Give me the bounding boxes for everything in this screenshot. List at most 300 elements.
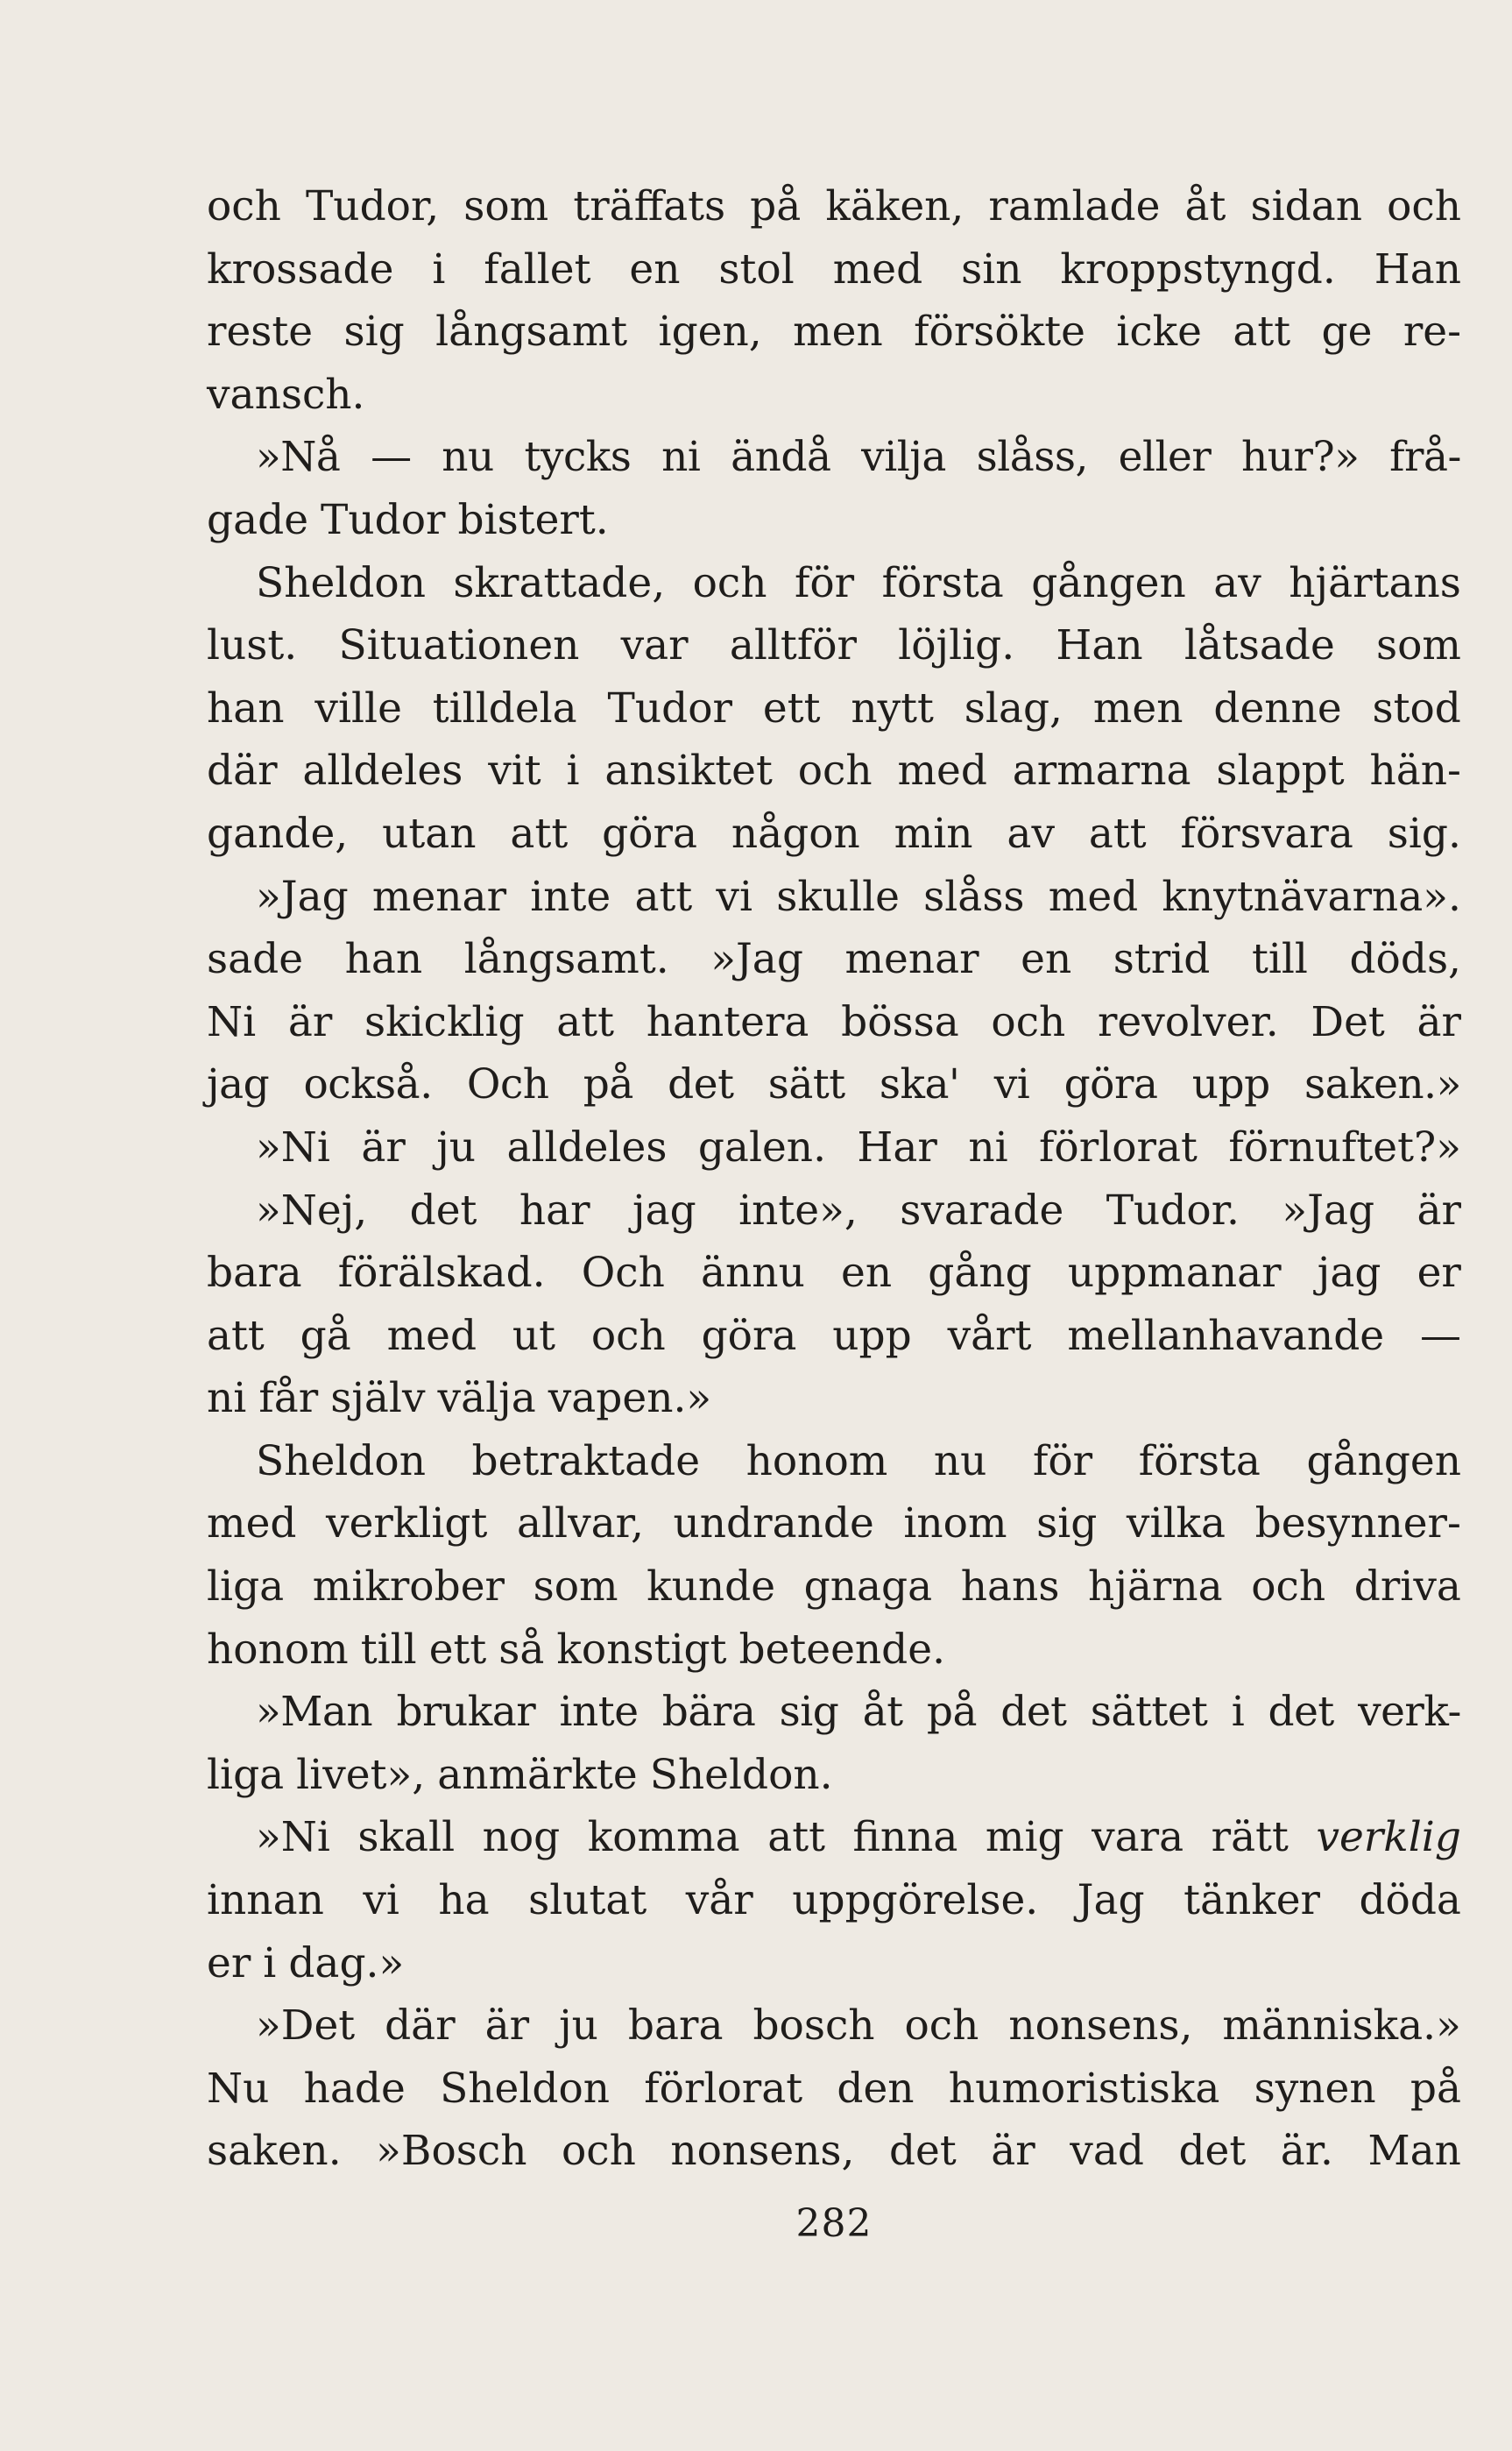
word: honom	[745, 1436, 888, 1485]
text-line	[207, 364, 1461, 427]
word: inom	[903, 1499, 1007, 1548]
word: vit	[488, 747, 541, 796]
word: tycks	[524, 433, 632, 482]
word: åt	[1184, 182, 1226, 230]
word: vilja	[861, 433, 946, 482]
word: ett	[762, 684, 821, 733]
word: Tudor,	[305, 182, 440, 230]
word: slag,	[964, 684, 1063, 733]
word: första	[881, 558, 1004, 607]
word: att	[510, 809, 569, 858]
word: betraktade	[471, 1436, 701, 1485]
word: det	[1000, 1688, 1067, 1737]
word: en	[1021, 935, 1072, 984]
word: jag	[207, 1060, 270, 1109]
word: på	[1410, 2064, 1461, 2113]
word: mellanhavande	[1067, 1311, 1385, 1360]
word: förlorat	[1039, 1123, 1198, 1172]
word: frå-	[1389, 433, 1461, 482]
word: första	[1138, 1436, 1261, 1485]
text-line	[207, 1994, 1461, 2058]
word: nu	[442, 433, 494, 482]
word: gå	[300, 1311, 351, 1360]
word: uppgörelse.	[792, 1876, 1039, 1925]
text-line	[207, 2058, 1461, 2121]
word: av	[1213, 558, 1261, 607]
word: ha	[438, 1876, 490, 1925]
word: mikrober	[312, 1562, 505, 1612]
word: och	[1387, 182, 1461, 230]
word: som	[463, 182, 549, 230]
word: »Nå	[256, 433, 341, 482]
word: gande,	[207, 809, 349, 858]
word: krossade	[207, 244, 394, 294]
word: komma	[587, 1813, 740, 1862]
word: hur?»	[1240, 433, 1360, 482]
word: träffats	[573, 182, 726, 230]
word: med	[386, 1311, 477, 1360]
word: slutat	[528, 1876, 647, 1925]
word: fallet	[484, 244, 591, 294]
text-line	[207, 301, 1461, 364]
word: att	[556, 997, 615, 1046]
word: ju	[436, 1123, 477, 1172]
word: uppmanar	[1067, 1249, 1282, 1298]
text-line	[207, 1744, 1461, 1807]
word: inte	[530, 872, 611, 921]
word: göra	[602, 809, 697, 858]
word: och	[797, 747, 873, 796]
word: ju	[559, 2001, 598, 2051]
word: det	[409, 1186, 477, 1235]
word: dag.»	[288, 1938, 405, 1987]
word: och	[590, 1311, 666, 1360]
word: »Det	[256, 2001, 356, 2051]
word: slåss	[923, 872, 1025, 921]
word: er	[1417, 1249, 1461, 1298]
word: Nu	[207, 2064, 270, 2113]
word: mig	[985, 1813, 1064, 1862]
word: gnaga	[803, 1562, 933, 1612]
word: gången	[1306, 1436, 1461, 1485]
word: skrattade,	[453, 558, 666, 607]
word: slåss,	[976, 433, 1088, 482]
word: ramlade	[988, 182, 1161, 230]
word: långsamt	[435, 308, 628, 357]
word: vi	[363, 1876, 399, 1925]
word: finna	[852, 1813, 958, 1862]
text-line	[207, 1305, 1461, 1368]
word: menar	[371, 872, 507, 921]
word: också.	[303, 1060, 433, 1109]
word: humoristiska	[948, 2064, 1220, 2113]
page-number: 282	[795, 2201, 873, 2246]
word: konstigt	[556, 1625, 727, 1674]
word: är	[287, 997, 333, 1046]
word: i	[263, 1938, 277, 1987]
word: försökte	[914, 308, 1085, 357]
word: strid	[1113, 935, 1211, 984]
word: göra	[701, 1311, 797, 1360]
text-line	[207, 426, 1461, 489]
word: icke	[1116, 308, 1202, 357]
word: —	[1419, 1311, 1461, 1360]
word: så	[498, 1625, 545, 1674]
word: förlorat	[644, 2064, 803, 2113]
text-line	[207, 1932, 1461, 1995]
word: synen	[1254, 2064, 1376, 2113]
word: ville	[314, 684, 402, 733]
word: är	[361, 1123, 406, 1172]
word: anmärkte	[437, 1750, 638, 1799]
text-line	[207, 928, 1461, 991]
word: re-	[1402, 308, 1461, 357]
word: sade	[207, 935, 304, 984]
word: vad	[1070, 2127, 1144, 2176]
word: Han	[1056, 621, 1143, 670]
word: upp	[832, 1311, 912, 1360]
word: liga	[207, 1562, 285, 1612]
word: Tudor	[607, 684, 733, 733]
word: Det	[1311, 997, 1385, 1046]
word: Sheldon.	[649, 1750, 833, 1799]
text-line	[207, 1242, 1461, 1305]
text-line	[207, 1555, 1461, 1619]
word: i	[566, 747, 580, 796]
word: alldeles	[506, 1123, 668, 1172]
word: sig	[779, 1688, 839, 1737]
word: med	[207, 1499, 297, 1548]
word: välja	[437, 1374, 536, 1423]
word: skall	[357, 1813, 456, 1862]
word: löjlig.	[898, 621, 1015, 670]
word: reste	[207, 308, 314, 357]
word: jag	[632, 1186, 696, 1235]
word: vilka	[1126, 1499, 1226, 1548]
word: som	[1376, 621, 1461, 670]
word: gade	[207, 495, 309, 544]
word: sätt	[767, 1060, 845, 1109]
word: av	[1007, 809, 1055, 858]
word: inte	[559, 1688, 639, 1737]
word: sättet	[1090, 1688, 1208, 1737]
word: verkligt	[326, 1499, 488, 1548]
word: ni	[207, 1374, 247, 1423]
word: stod	[1372, 684, 1461, 733]
word: är.	[1280, 2127, 1333, 2176]
word: den	[837, 2064, 915, 2113]
text-line	[207, 614, 1461, 677]
word: hade	[303, 2064, 406, 2113]
word: min	[894, 809, 973, 858]
word: menar	[844, 935, 979, 984]
word: hän-	[1369, 747, 1461, 796]
word: människa.»	[1222, 2001, 1461, 2051]
word: stol	[718, 244, 795, 294]
text-line	[207, 803, 1461, 866]
word: armarna	[1012, 747, 1191, 796]
word: slappt	[1216, 747, 1345, 796]
book-page	[207, 0, 1461, 2451]
text-line	[207, 1492, 1461, 1555]
word: »Jag	[1282, 1186, 1375, 1235]
word: käken,	[825, 182, 964, 230]
word: han	[207, 684, 285, 733]
word: Man	[1367, 2127, 1461, 2176]
word: revolver.	[1097, 997, 1279, 1046]
word: beteende.	[738, 1625, 946, 1674]
word: till	[360, 1625, 417, 1674]
word: hans	[960, 1562, 1060, 1612]
text-line	[207, 1681, 1461, 1744]
word: på	[583, 1060, 633, 1109]
word: för	[1032, 1436, 1093, 1485]
word: åt	[862, 1688, 903, 1737]
word: i	[432, 244, 446, 294]
word: undrande	[673, 1499, 874, 1548]
word: får	[258, 1374, 319, 1423]
word: innan	[207, 1876, 324, 1925]
word: verk-	[1358, 1688, 1461, 1737]
word: låtsade	[1183, 621, 1335, 670]
word: sig.	[1387, 809, 1461, 858]
word: tilldela	[432, 684, 577, 733]
word: ni	[661, 433, 701, 482]
text-line	[207, 552, 1461, 615]
word: kroppstyngd.	[1060, 244, 1336, 294]
word: kunde	[646, 1562, 776, 1612]
word: Tudor	[321, 495, 446, 544]
word: Han	[1374, 244, 1461, 294]
word: att	[1088, 809, 1147, 858]
word: liga	[207, 1750, 285, 1799]
word: är	[991, 2127, 1035, 2176]
word: döda	[1359, 1876, 1461, 1925]
text-line	[207, 1116, 1461, 1179]
text-line	[207, 740, 1461, 803]
word: eller	[1118, 433, 1212, 482]
word: till	[1251, 935, 1308, 984]
word: Har	[857, 1123, 937, 1172]
word: »Man	[256, 1688, 373, 1737]
word: »Jag	[710, 935, 803, 984]
word: har	[519, 1186, 590, 1235]
text-line	[207, 1179, 1461, 1243]
word: med	[1048, 872, 1139, 921]
word: är	[1417, 1186, 1461, 1235]
word: alltför	[729, 621, 857, 670]
word: »Jag	[256, 872, 349, 921]
word: galen.	[697, 1123, 827, 1172]
word: vår	[685, 1876, 753, 1925]
word: ändå	[731, 433, 831, 482]
word: att	[1233, 308, 1291, 357]
word: nytt	[851, 684, 934, 733]
word: Sheldon	[256, 558, 426, 607]
word: besynner-	[1254, 1499, 1461, 1548]
word: att	[767, 1813, 825, 1862]
word: bara	[627, 2001, 724, 2051]
word: er	[207, 1938, 251, 1987]
word: honom	[207, 1625, 349, 1674]
word: jag	[1317, 1249, 1381, 1298]
word: någon	[731, 809, 860, 858]
word: bara	[207, 1249, 302, 1298]
text-line	[207, 1053, 1461, 1116]
word: svarade	[900, 1186, 1064, 1235]
word: driva	[1353, 1562, 1461, 1612]
word: nonsens,	[670, 2127, 855, 2176]
word: lust.	[207, 621, 298, 670]
word: och	[561, 2127, 636, 2176]
word: utan	[382, 809, 477, 858]
word: med	[832, 244, 923, 294]
word: igen,	[658, 308, 762, 357]
word: rätt	[1211, 1813, 1289, 1862]
word: Ni	[207, 997, 257, 1046]
word: hjärtans	[1289, 558, 1461, 607]
word: men	[1092, 684, 1183, 733]
word: och	[991, 997, 1066, 1046]
word: ni	[968, 1123, 1008, 1172]
text-line	[207, 489, 1461, 552]
word: vårt	[947, 1311, 1032, 1360]
word: verklig	[1316, 1813, 1461, 1862]
word: upp	[1191, 1060, 1270, 1109]
word: sig	[1036, 1499, 1098, 1548]
word: nonsens,	[1008, 2001, 1193, 2051]
word: allvar,	[516, 1499, 644, 1548]
word: skicklig	[364, 997, 525, 1046]
word: och	[692, 558, 767, 607]
word: det	[888, 2127, 957, 2176]
word: på	[926, 1688, 977, 1737]
word: bära	[661, 1688, 756, 1737]
body-text	[207, 175, 1461, 2183]
word: bosch	[752, 2001, 875, 2051]
word: där	[385, 2001, 456, 2051]
word: Och	[466, 1060, 549, 1109]
word: gången	[1031, 558, 1186, 607]
word: en	[841, 1249, 893, 1298]
word: »Nej,	[256, 1186, 368, 1235]
word: döds,	[1349, 935, 1461, 984]
word: försvara	[1180, 809, 1353, 858]
word: vi	[993, 1060, 1030, 1109]
word: livet»,	[296, 1750, 426, 1799]
word: och	[1251, 1562, 1326, 1612]
word: nu	[933, 1436, 987, 1485]
word: ett	[428, 1625, 487, 1674]
word: ut	[512, 1311, 556, 1360]
word: själv	[330, 1374, 426, 1423]
text-line	[207, 1430, 1461, 1493]
word: vi	[716, 872, 753, 921]
word: skulle	[776, 872, 900, 921]
word: hantera	[646, 997, 809, 1046]
word: brukar	[396, 1688, 536, 1737]
word: inte»,	[738, 1186, 858, 1235]
word: för	[794, 558, 855, 607]
word: det	[1178, 2127, 1247, 2176]
word: det	[1268, 1688, 1334, 1737]
word: Tudor.	[1106, 1186, 1240, 1235]
word: var	[620, 621, 689, 670]
text-line	[207, 677, 1461, 740]
word: ge	[1321, 308, 1373, 357]
text-line	[207, 1367, 1461, 1430]
word: och	[207, 182, 281, 230]
word: sin	[961, 244, 1022, 294]
word: som	[533, 1562, 618, 1612]
word: på	[750, 182, 802, 230]
text-line	[207, 1806, 1461, 1869]
word: sig	[343, 308, 405, 357]
text-line	[207, 238, 1461, 301]
word: det	[668, 1060, 734, 1109]
word: en	[629, 244, 681, 294]
word: vansch.	[207, 370, 365, 419]
word: Situationen	[338, 621, 580, 670]
word: vara	[1092, 1813, 1184, 1862]
word: ännu	[701, 1249, 805, 1298]
word: hjärna	[1088, 1562, 1223, 1612]
word: tänker	[1183, 1876, 1321, 1925]
word: och	[904, 2001, 979, 2051]
word: gång	[928, 1249, 1032, 1298]
word: i	[1231, 1688, 1245, 1737]
word: Sheldon	[440, 2064, 611, 2113]
word: »Ni	[256, 1813, 330, 1862]
text-line	[207, 866, 1461, 929]
word: bössa	[841, 997, 959, 1046]
word: förnuftet?»	[1228, 1123, 1461, 1172]
word: långsamt.	[463, 935, 669, 984]
word: att	[634, 872, 693, 921]
word: vapen.»	[548, 1374, 712, 1423]
word: ska'	[879, 1060, 960, 1109]
word: där	[207, 747, 278, 796]
word: alldeles	[302, 747, 463, 796]
word: han	[344, 935, 423, 984]
word: men	[793, 308, 883, 357]
text-line	[207, 2120, 1461, 2183]
word: att	[207, 1311, 265, 1360]
word: är	[1417, 997, 1461, 1046]
word: är	[484, 2001, 530, 2051]
word: förälskad.	[337, 1249, 546, 1298]
word: Och	[581, 1249, 665, 1298]
word: saken.	[207, 2127, 342, 2176]
text-line	[207, 991, 1461, 1054]
word: Sheldon	[256, 1436, 426, 1485]
word: —	[371, 433, 412, 482]
word: bistert.	[457, 495, 609, 544]
word: göra	[1063, 1060, 1158, 1109]
word: »Bosch	[376, 2127, 527, 2176]
word: »Ni	[256, 1123, 330, 1172]
word: saken.»	[1304, 1060, 1461, 1109]
word: denne	[1213, 684, 1342, 733]
word: sidan	[1250, 182, 1363, 230]
text-line	[207, 1869, 1461, 1932]
text-line	[207, 1619, 1461, 1682]
word: med	[897, 747, 987, 796]
word: Jag	[1077, 1876, 1145, 1925]
word: knytnävarna».	[1162, 872, 1461, 921]
text-line	[207, 175, 1461, 238]
word: ansiktet	[604, 747, 773, 796]
